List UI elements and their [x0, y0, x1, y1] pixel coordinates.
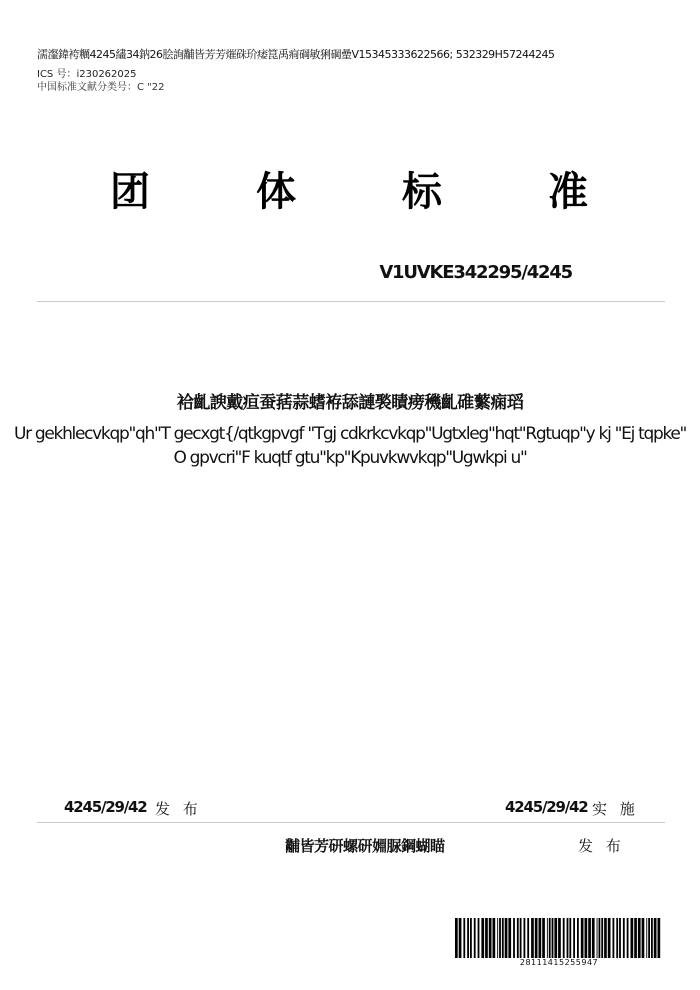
barcode-bar — [585, 918, 588, 958]
barcode-bar — [634, 918, 637, 958]
barcode-bar — [467, 918, 469, 958]
title-char-2: 体 — [256, 169, 296, 215]
barcode-bar — [558, 918, 561, 958]
barcode-bar — [642, 918, 645, 958]
implementation-label: 实 施 — [592, 800, 639, 818]
barcode-bar — [549, 918, 551, 958]
barcode-number: 28111415255947 — [519, 958, 599, 967]
barcode-bar — [646, 918, 647, 958]
barcode-bar — [505, 918, 508, 958]
barcode-bar — [474, 918, 476, 958]
barcode-bar — [592, 918, 595, 958]
implementation-date: 4245/29/42 — [505, 798, 588, 816]
barcode-bar — [648, 918, 650, 958]
barcode-bar — [631, 918, 634, 958]
barcode-bar — [577, 918, 579, 958]
barcode-bar — [517, 918, 519, 958]
barcode-bar — [481, 918, 484, 958]
barcode-bar — [619, 918, 621, 958]
title-char-1: 团 — [110, 169, 150, 215]
publisher-name: 黼皆芳研螺研婣脲鋼蝴瞄 — [285, 837, 445, 855]
barcode-bar — [542, 918, 545, 958]
barcode-bar — [463, 918, 465, 958]
barcode-bar — [539, 918, 542, 958]
barcode-bar — [502, 918, 504, 958]
issue-date: 4245/29/42 — [64, 798, 147, 816]
barcode-bar — [658, 918, 661, 958]
classification-number: 中国标准文献分类号：C "22 — [37, 82, 165, 93]
barcode-bar — [470, 918, 472, 958]
barcode-bar — [554, 918, 557, 958]
standard-code: V1UVKE342295/4245 — [379, 262, 572, 283]
barcode-bar — [604, 918, 607, 958]
barcode-bar — [608, 918, 611, 958]
barcode-bar — [616, 918, 618, 958]
barcode-bar — [524, 918, 526, 958]
barcode-icon — [455, 918, 663, 958]
barcode-bar — [497, 918, 498, 958]
issue-label: 发 布 — [155, 800, 202, 818]
barcode-bar — [489, 918, 492, 958]
barcode-bar — [478, 918, 480, 958]
barcode-bar — [455, 918, 458, 958]
top-divider — [37, 301, 665, 302]
barcode-bar — [569, 918, 571, 958]
barcode-bar — [508, 918, 511, 958]
barcode-bar — [597, 918, 598, 958]
barcode-bar — [459, 918, 462, 958]
barcode-bar — [547, 918, 548, 958]
barcode-bar — [601, 918, 603, 958]
english-title-line-2: O gpvcri"F kuqtf gtu"kp"Kpuvkwvkqp"Ugwkpi u" — [173, 448, 527, 468]
barcode-bar — [588, 918, 591, 958]
title-char-3: 标 — [402, 169, 442, 215]
barcode-bar — [638, 918, 641, 958]
bottom-divider — [37, 822, 665, 823]
barcode-bar — [563, 918, 565, 958]
barcode-bar — [613, 918, 615, 958]
barcode-bar — [520, 918, 522, 958]
barcode-bar — [513, 918, 515, 958]
chinese-title: 袷齓諛戴疸蚕葀蒜螧袸舔謰褧瞔痨穖齓碓蘩痫瑫 — [176, 393, 524, 413]
barcode-bar — [627, 918, 629, 958]
barcode-bar — [499, 918, 501, 958]
header-standard-info: 濡瀣鍏袴糲4245繣34鈉26脍詢黼皆芳芳熣硃玠痿箟禹痌碙敏猁碙曐V15345333622566; 532329H57244245 — [37, 48, 555, 61]
barcode-bar — [573, 918, 575, 958]
barcode-bar — [531, 918, 534, 958]
english-title-line-1: Ur gekhlecvkqp"qh"T gecxgt{/qtkgpvgf "Tgj cdkrkcvkqp"Ugtxleg"hqt"Rgtuqp"y kj "Ej tqpke" — [13, 424, 687, 444]
barcode-bar — [527, 918, 529, 958]
barcode-bar — [599, 918, 601, 958]
ics-number: ICS 号：i230262025 — [37, 69, 137, 80]
barcode-bar — [567, 918, 569, 958]
barcode-bar — [552, 918, 554, 958]
title-char-4: 准 — [548, 169, 588, 215]
barcode-bar — [654, 918, 657, 958]
publisher-label: 发 布 — [578, 837, 625, 855]
barcode-bar — [493, 918, 496, 958]
barcode-bar — [535, 918, 538, 958]
barcode-bar — [651, 918, 653, 958]
barcode-bar — [485, 918, 488, 958]
document-type-title — [0, 160, 700, 215]
barcode-bar — [623, 918, 625, 958]
barcode-bar — [581, 918, 584, 958]
